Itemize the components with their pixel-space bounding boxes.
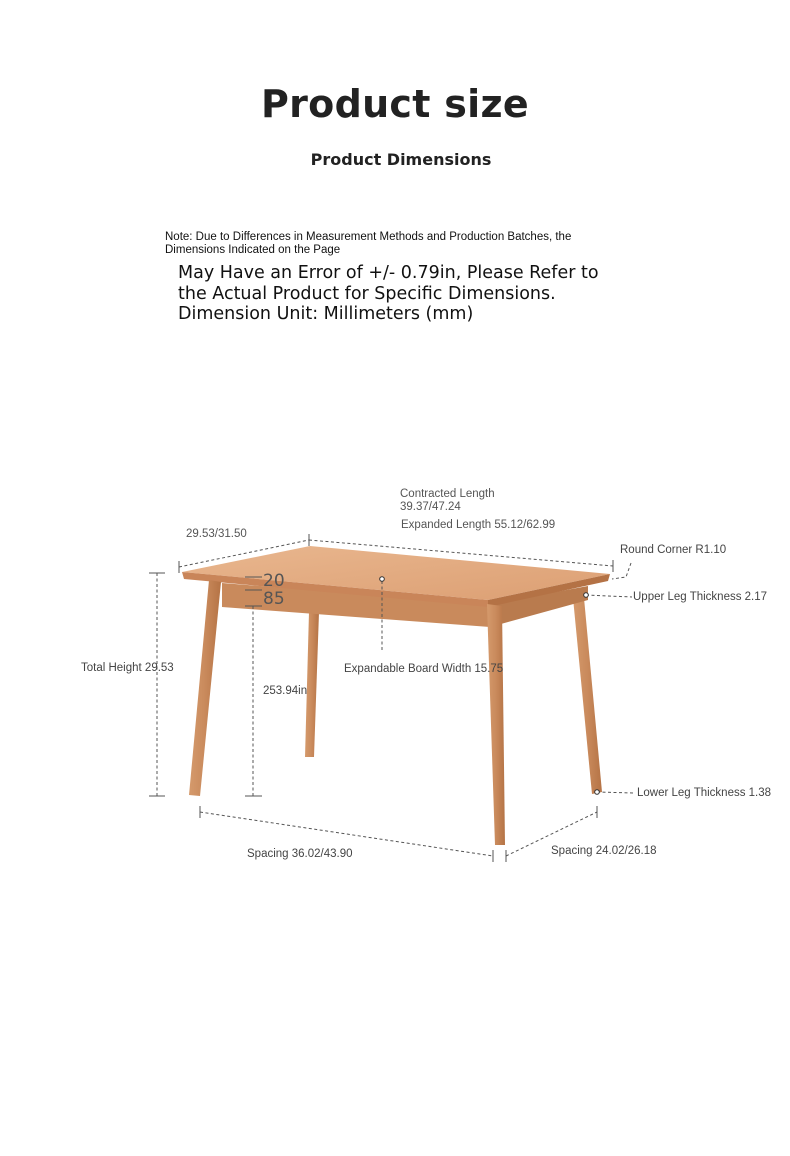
page-subtitle: Product Dimensions <box>310 150 492 169</box>
contracted-length-label <box>400 488 495 514</box>
spacing-width-label: Spacing 24.02/26.18 <box>551 845 657 857</box>
contracted-length-title: Contracted Length <box>400 488 495 500</box>
lower-leg-dot <box>595 790 600 795</box>
top-thickness-value-b: 85 <box>263 589 285 609</box>
note-line: Note: Due to Differences in Measurement Methods and Production Batches, the <box>165 231 572 243</box>
table-illustration <box>182 546 610 845</box>
note-line: May Have an Error of +/- 0.79in, Please Refer to <box>178 263 599 283</box>
expandable-board-dot <box>380 577 385 582</box>
expandable-board-label: Expandable Board Width 15.75 <box>344 663 504 675</box>
round-corner-label: Round Corner R1.10 <box>620 544 727 556</box>
table-leg-front-right <box>487 604 505 845</box>
under-height-label: 253.94in <box>263 685 308 697</box>
upper-leg-thickness-label: Upper Leg Thickness 2.17 <box>633 591 768 603</box>
note-line: the Actual Product for Specific Dimensions. <box>178 283 556 304</box>
page-title: Product size <box>260 82 529 126</box>
table-leg-front-left <box>189 580 221 796</box>
top-thickness-value-a: 20 <box>263 571 285 591</box>
total-height-label: Total Height 29.53 <box>81 662 174 674</box>
upper-leg-dot <box>584 593 589 598</box>
width-label: 29.53/31.50 <box>186 528 247 540</box>
lower-leg-thickness-label: Lower Leg Thickness 1.38 <box>637 787 772 799</box>
table-leg-back-right <box>573 598 602 794</box>
expanded-length-label: Expanded Length 55.12/62.99 <box>401 519 556 531</box>
note-line: Dimension Unit: Millimeters (mm) <box>178 304 474 324</box>
contracted-length-value: 39.37/47.24 <box>400 501 461 513</box>
spacing-length-label: Spacing 36.02/43.90 <box>247 848 353 860</box>
note-line: Dimensions Indicated on the Page <box>165 244 341 256</box>
